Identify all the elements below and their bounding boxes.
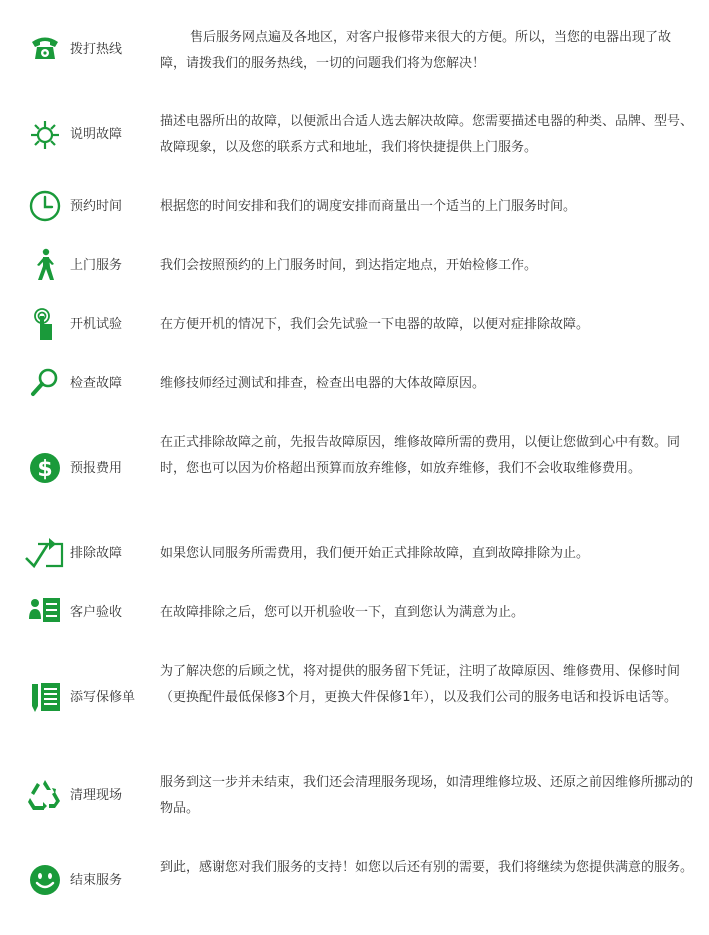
- step-label: 排除故障: [70, 546, 123, 561]
- smiley-icon: [28, 863, 62, 897]
- step-label: 预报费用: [70, 461, 123, 476]
- step-description: 到此，感谢您对我们服务的支持！如您以后还有别的需要，我们将继续为您提供满意的服务。: [160, 860, 694, 875]
- step-label: 添写保修单: [70, 690, 136, 705]
- step-description: 为了解决您的后顾之忧，将对提供的服务留下凭证，注明了故障原因、维修费用、保修时间（更换配件最低保修3个月，更换大件保修1年），以及我们公司的服务电话和投诉电话等。: [160, 664, 681, 705]
- hand-press-button-icon: [28, 307, 62, 341]
- svg-text:$: $: [37, 457, 53, 482]
- step-description: 维修技师经过测试和排查，检查出电器的大体故障原因。: [160, 376, 486, 391]
- customer-list-icon: [28, 595, 62, 629]
- step-label: 客户验收: [70, 605, 123, 620]
- recycle-icon: [28, 778, 62, 812]
- step-label: 说明故障: [70, 127, 123, 142]
- step-description: 在方便开机的情况下，我们会先试验一下电器的故障，以便对症排除故障。: [160, 317, 590, 332]
- step-label: 拨打热线: [70, 42, 123, 57]
- step-label: 上门服务: [70, 258, 123, 273]
- step-label: 开机试验: [70, 317, 123, 332]
- dollar-icon: [28, 451, 62, 485]
- step-description: 根据您的时间安排和我们的调度安排而商量出一个适当的上门服务时间。: [160, 199, 577, 214]
- step-description: 如果您认同服务所需费用，我们便开始正式排除故障，直到故障排除为止。: [160, 546, 590, 561]
- pencil-form-icon: [28, 680, 62, 714]
- step-description: 描述电器所出的故障，以便派出合适人选去解决故障。您需要描述电器的种类、品牌、型号、故障现象，以及您的联系方式和地址，我们将快捷提供上门服务。: [160, 114, 694, 155]
- step-label: 结束服务: [70, 873, 123, 888]
- phone-icon: [28, 30, 62, 64]
- step-label: 检查故障: [70, 376, 123, 391]
- step-description: 我们会按照预约的上门服务时间，到达指定地点，开始检修工作。: [160, 258, 538, 273]
- walking-person-icon: [28, 248, 62, 282]
- step-description: 在故障排除之后，您可以开机验收一下，直到您认为满意为止。: [160, 605, 525, 620]
- clock-icon: [28, 189, 62, 223]
- step-description: 服务到这一步并未结束，我们还会清理服务现场，如清理维修垃圾、还原之前因维修所挪动的物品。: [160, 775, 694, 816]
- step-label: 清理现场: [70, 788, 123, 803]
- step-label: 预约时间: [70, 199, 123, 214]
- step-description: 售后服务网点遍及各地区，对客户报修带来很大的方便。所以，当您的电器出现了故障，请拨我们的服务热线，一切的问题我们将为您解决！: [160, 30, 672, 71]
- fix-checkmark-icon: [24, 536, 64, 570]
- magnifier-icon: [28, 366, 62, 400]
- gear-icon: [28, 118, 62, 152]
- step-description: 在正式排除故障之前，先报告故障原因，维修故障所需的费用，以便让您做到心中有数。同时，您也可以因为价格超出预算而放弃维修，如放弃维修，我们不会收取维修费用。: [160, 435, 681, 476]
